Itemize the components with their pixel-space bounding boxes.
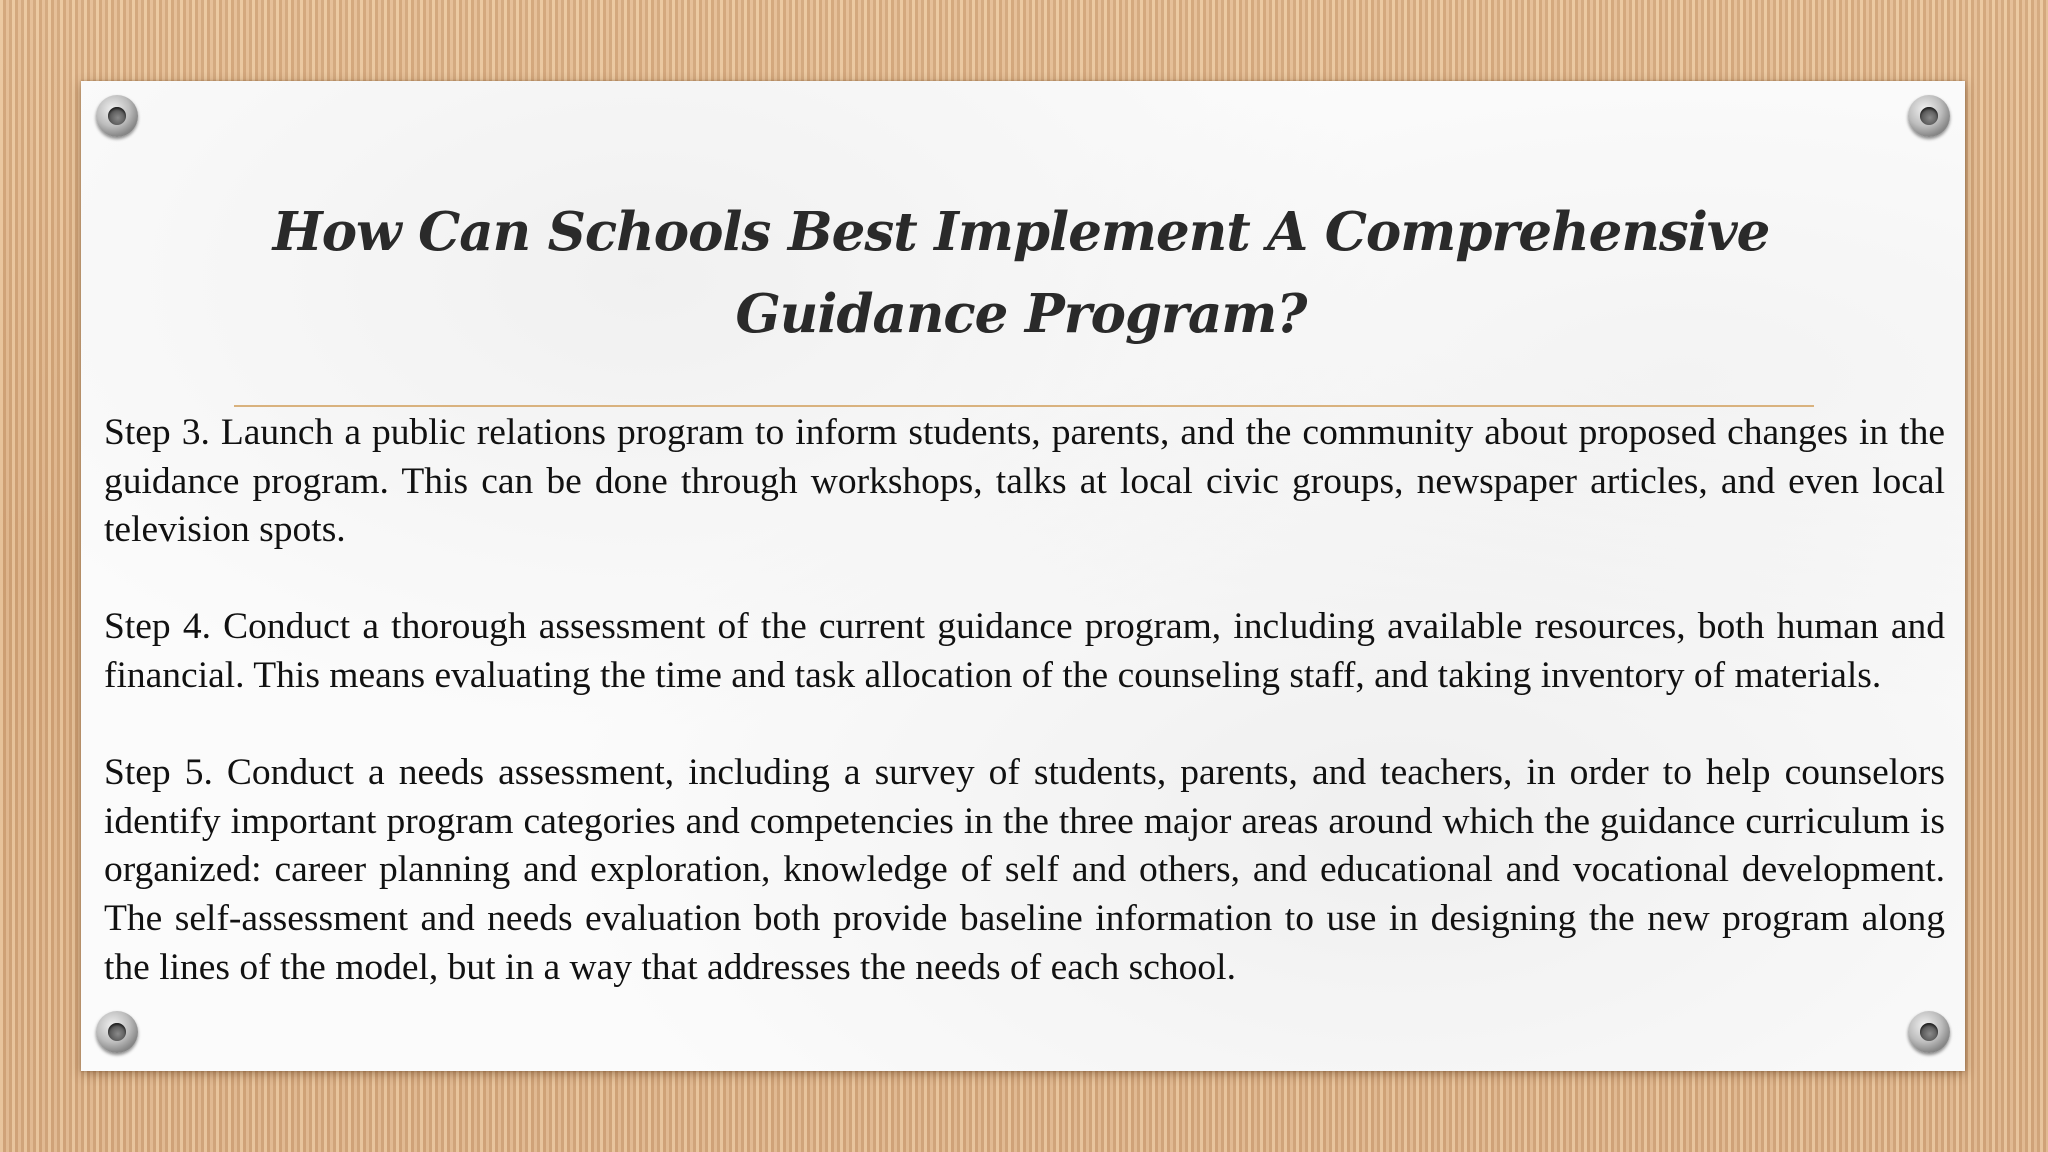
step-3-paragraph: Step 3. Launch a public relations program to inform students, parents, and the community about proposed changes in the guidance program. This can be done through workshops, talks at local civic groups, newspaper articles, and even local television spots. <box>104 412 1945 551</box>
grommet-icon <box>96 1011 138 1053</box>
step-5-paragraph: Step 5. Conduct a needs assessment, including a survey of students, parents, and teachers, in order to help counselors identify important program categories and competencies in the three major areas around which the guidance curriculum is organized: career planning and exploration, knowledge of self and others, and educational and vocational development. The self-assessment and needs evaluation both provide baseline information to use in designing the new program along the lines of the model, but in a way that addresses the needs of each school. <box>104 752 1945 988</box>
slide-card <box>81 81 1965 1071</box>
grommet-icon <box>1908 1011 1950 1053</box>
slide-title: How Can Schools Best Implement A Comprehensive Guidance Program? <box>272 201 1770 345</box>
grommet-icon <box>96 95 138 137</box>
step-4-paragraph: Step 4. Conduct a thorough assessment of the current guidance program, including available resources, both human and financial. This means evaluating the time and task allocation of the counseling staff, and taking inventory of materials. <box>104 606 1945 696</box>
slide-body <box>104 409 1945 992</box>
grommet-icon <box>1908 95 1950 137</box>
title-divider <box>234 405 1814 407</box>
